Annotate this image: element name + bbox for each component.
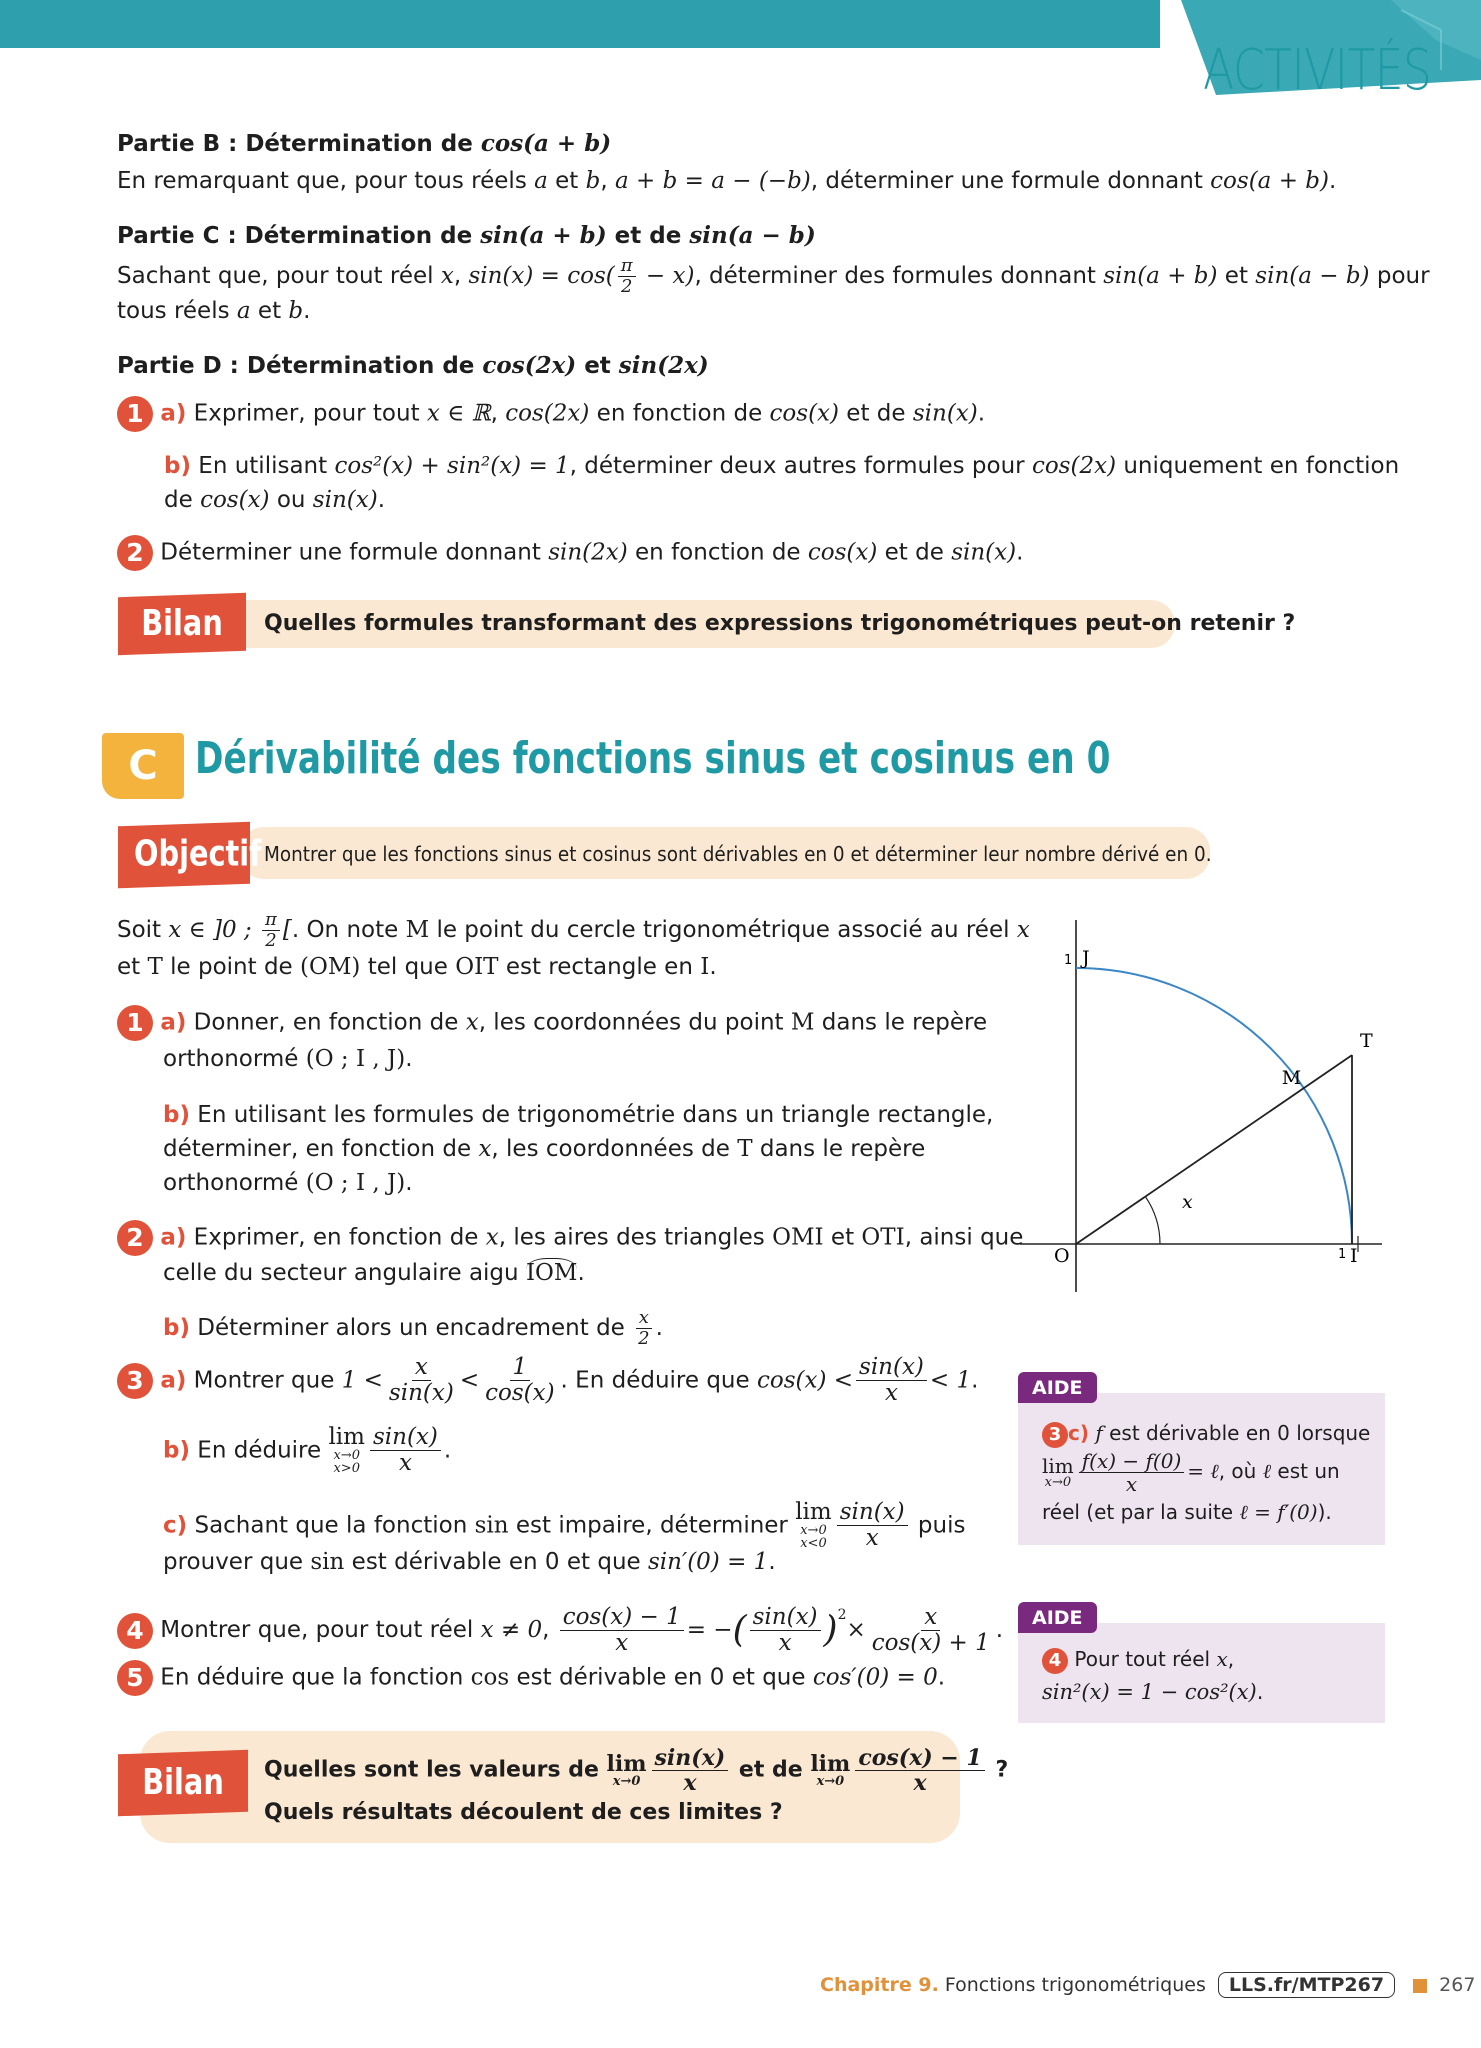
footer-square-icon [1413,1979,1427,1993]
partC-text-line1: Sachant que, pour tout réel x, sin(x) = cos( $\frac{\pi}{2}$ − x), déterminer des formules donnant sin(a + b) et sin(a − b) pour [117,255,1430,297]
bilan-tag: Bilan [118,593,246,655]
question-number-badge: 4 [117,1613,153,1649]
sc-q1a-line1: 1 a) Donner, en fonction de x, les coordonnées du point M dans le repère [117,1005,987,1041]
aide2-line2: sin²(x) = 1 − cos²(x). [1042,1680,1264,1704]
label-M: M [1281,1067,1302,1090]
unit-circle-figure [1010,912,1390,1302]
angle-arc [1145,1197,1160,1244]
ray-OT [1076,1055,1352,1244]
partD-title: Partie D : Détermination de cos(2x) et sin(2x) [117,352,709,379]
section-title: Dérivabilité des fonctions sinus et cosinus en 0 [195,733,1111,784]
aide2-line1: 4 Pour tout réel x, [1042,1647,1234,1674]
bilan2-tag: Bilan [118,1750,248,1817]
objectif-tag: Objectif [118,822,250,889]
sc-q3c-line1: c) Sachant que la fonction sin est impaire, déterminer lim x→0 x<0 $\frac{\sin(x)}{x}$ puis [163,1499,966,1552]
sc-q2b: b) Déterminer alors un encadrement de $\frac{x}{2}$ . [163,1307,663,1349]
section-letter-badge: C [102,733,184,799]
sc-q1a-line2: orthonormé (O ; I , J). [163,1046,413,1072]
aide1-line2: lim x→0 $\frac{f(x) - f(0)}{x}$ = ℓ, où ℓ est un [1042,1449,1340,1496]
partC-text-line2: tous réels a et b. [117,298,311,324]
question-number-badge: 2 [117,535,153,571]
question-number-badge: 3 [117,1363,153,1399]
footer-chapter-title: Fonctions trigonométriques [938,1974,1206,1996]
sc-q3c-line2: prouver que sin est dérivable en 0 et que sin′(0) = 1. [163,1549,776,1575]
partB-title [117,130,611,157]
sc-q3a: 3 a) Montrer que 1 < $\frac{x}{\sin(x)}$ < $\frac{1}{\cos(x)}$ . En déduire que cos(x) < $\frac{\sin(x)}{x}$ < 1. [117,1355,978,1407]
aide1-number-badge: 3 [1042,1422,1068,1448]
sc-q2a-line1: 2 a) Exprimer, en fonction de x, les aires des triangles OMI et OTI, ainsi que [117,1220,1023,1256]
aide2-number-badge: 4 [1042,1648,1068,1674]
intro-line1: Soit x ∈ ]0 ; $\frac{\pi}{2}$ [. On note M le point du cercle trigonométrique associé au réel x [117,909,1030,951]
question-number-badge: 1 [117,1005,153,1041]
sc-q1b-line1: b) En utilisant les formules de trigonométrie dans un triangle rectangle, [163,1102,994,1128]
label-one-y: 1 [1064,953,1073,968]
aide1-line1: 3 c) f est dérivable en 0 lorsque [1042,1418,1370,1448]
sc-q4: 4 Montrer que, pour tout réel x ≠ 0, $\frac{\cos(x) - 1}{x}$ = −( $\frac{\sin(x)}{x}$ )$^2$× $\frac{x}{\cos(x) + 1}$ . [117,1598,1003,1656]
partB-text: En remarquant que, pour tous réels a et b, a + b = a − (−b), déterminer une formule donnant cos(a + b). [117,168,1337,194]
partD-q1a: 1 a) Exprimer, pour tout x ∈ ℝ, cos(2x) en fonction de cos(x) et de sin(x). [117,396,985,432]
footer-chapter-label: Chapitre 9. [820,1974,939,1996]
aide1-line3: réel (et par la suite ℓ = f′(0)). [1042,1500,1332,1524]
label-one-x: 1 [1338,1247,1347,1262]
label-angle-x: x [1182,1191,1193,1213]
partB-title-math: cos(a + b) [480,130,612,157]
aide-tag-2: AIDE [1018,1602,1097,1633]
partC-title: Partie C : Détermination de sin(a + b) et de sin(a − b) [117,222,816,249]
partD-q1b-line2: de cos(x) ou sin(x). [164,487,385,513]
footer-link[interactable]: LLS.fr/MTP267 [1218,1972,1395,1998]
aide-tag-1: AIDE [1018,1372,1097,1403]
objectif-text: Montrer que les fonctions sinus et cosinus sont dérivables en 0 et déterminer leur nombre dérivé en 0. [264,842,1212,866]
sc-q3b: b) En déduire lim x→0 x>0 $\frac{\sin(x)}{x}$ . [163,1424,452,1477]
label-T: T [1360,1030,1373,1053]
footer [820,1972,1475,1998]
partB-title-text: Partie B : Détermination de [117,131,481,157]
partD-q1b-line1: b) En utilisant cos²(x) + sin²(x) = 1, déterminer deux autres formules pour cos(2x) uniquement en fonction [164,453,1400,479]
section-label: ACTIVITÉS [1202,38,1431,103]
sc-q1b-line2: déterminer, en fonction de x, les coordonnées de T dans le repère [163,1136,926,1162]
bilan2-line1: Quelles sont les valeurs de lim x→0 $\frac{\sin(x)}{x}$ et de lim x→0 $\frac{\cos(x) - 1}{x}$ ? [264,1745,1009,1797]
bilan-question: Quelles formules transformant des expressions trigonométriques peut-on retenir ? [264,611,1296,636]
top-band [0,0,1160,48]
label-I: I [1350,1245,1358,1267]
partD-q2: 2 Déterminer une formule donnant sin(2x) en fonction de cos(x) et de sin(x). [117,535,1023,571]
intro-line2: et T le point de (OM) tel que OIT est rectangle en I. [117,954,717,980]
page-number: 267 [1439,1974,1476,1996]
sc-q5: 5 En déduire que la fonction cos est dérivable en 0 et que cos′(0) = 0. [117,1660,945,1696]
sc-q2a-line2: celle du secteur angulaire aigu IOM. [163,1260,585,1286]
question-number-badge: 2 [117,1220,153,1256]
label-J: J [1082,947,1090,969]
bilan2-line2: Quels résultats découlent de ces limites ? [264,1800,783,1825]
sc-q1b-line3: orthonormé (O ; I , J). [163,1170,413,1196]
unit-circle-arc [1076,968,1352,1244]
question-number-badge: 5 [117,1660,153,1696]
label-O: O [1054,1245,1070,1267]
question-number-badge: 1 [117,396,153,432]
